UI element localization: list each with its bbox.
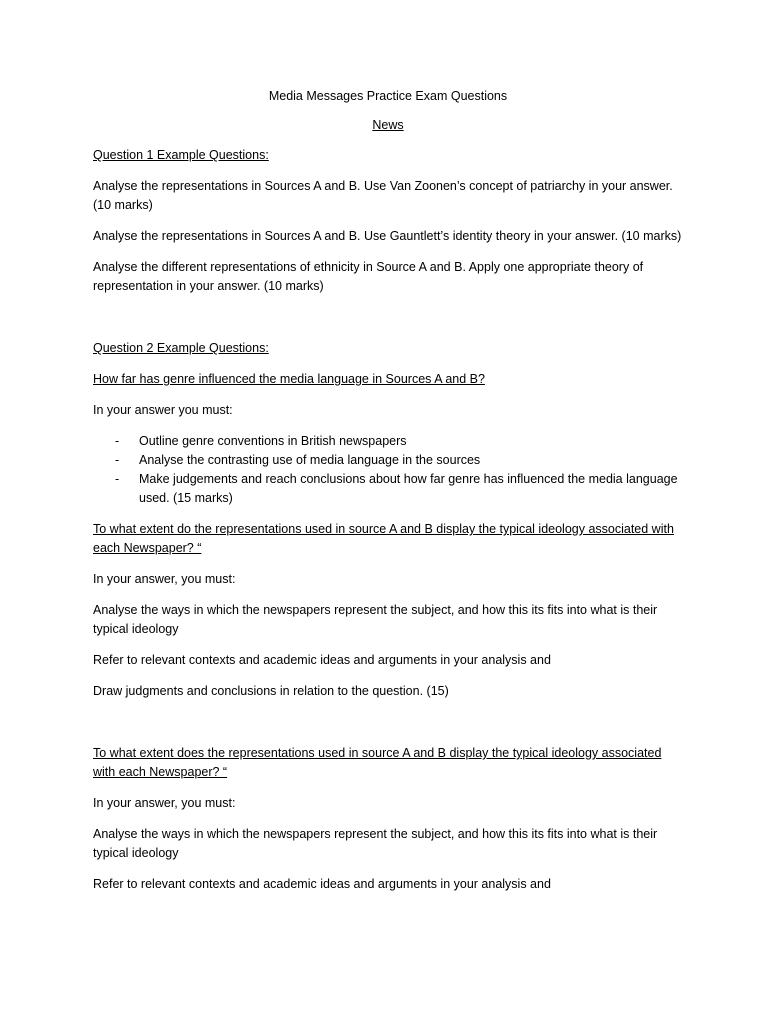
section-heading-q1: Question 1 Example Questions:: [93, 148, 269, 162]
body-paragraph: Draw judgments and conclusions in relation to the question. (15): [93, 684, 449, 698]
document-subtitle: News: [372, 118, 404, 132]
q1-item: Analyse the representations in Sources A and B. Use Van Zoonen’s concept of patriarchy in your answer. (10 marks): [93, 179, 673, 212]
list-item-text: Analyse the contrasting use of media language in the sources: [139, 453, 481, 467]
instruction-text: In your answer, you must:: [93, 572, 236, 586]
body-paragraph: Analyse the ways in which the newspapers represent the subject, and how this its fits into what is their typical ideology: [93, 827, 658, 860]
section-heading-q2: Question 2 Example Questions:: [93, 341, 269, 355]
document-body: [93, 87, 683, 906]
q2-prompt: How far has genre influenced the media language in Sources A and B?: [93, 372, 485, 386]
q1-item: Analyse the representations in Sources A and B. Use Gauntlett’s identity theory in your answer. (10 marks): [93, 229, 682, 243]
list-item-text: Make judgements and reach conclusions about how far genre has influenced the media language used. (15 marks): [139, 472, 678, 505]
bullet-marker: -: [115, 453, 120, 467]
body-paragraph: Refer to relevant contexts and academic ideas and arguments in your analysis and: [93, 653, 551, 667]
list-item: [93, 451, 683, 470]
body-paragraph: Refer to relevant contexts and academic ideas and arguments in your analysis and: [93, 877, 551, 891]
q2-prompt: To what extent does the representations used in source A and B display the typical ideology associated with each Newspaper? “: [93, 746, 662, 779]
bullet-list: [93, 432, 683, 508]
q2-prompt: To what extent do the representations used in source A and B display the typical ideology associated with each Newspaper? “: [93, 522, 674, 555]
q1-item: Analyse the different representations of ethnicity in Source A and B. Apply one appropriate theory of representation in your answer. (10 marks): [93, 260, 644, 293]
spacer: [93, 308, 683, 339]
list-item-text: Outline genre conventions in British newspapers: [139, 434, 407, 448]
instruction-text: In your answer, you must:: [93, 796, 236, 810]
bullet-marker: -: [115, 472, 120, 486]
instruction-text: In your answer you must:: [93, 403, 233, 417]
spacer: [93, 713, 683, 744]
body-paragraph: Analyse the ways in which the newspapers represent the subject, and how this its fits into what is their typical ideology: [93, 603, 658, 636]
document-title: Media Messages Practice Exam Questions: [268, 89, 508, 103]
list-item: [93, 470, 683, 508]
bullet-marker: -: [115, 434, 120, 448]
list-item: [93, 432, 683, 451]
